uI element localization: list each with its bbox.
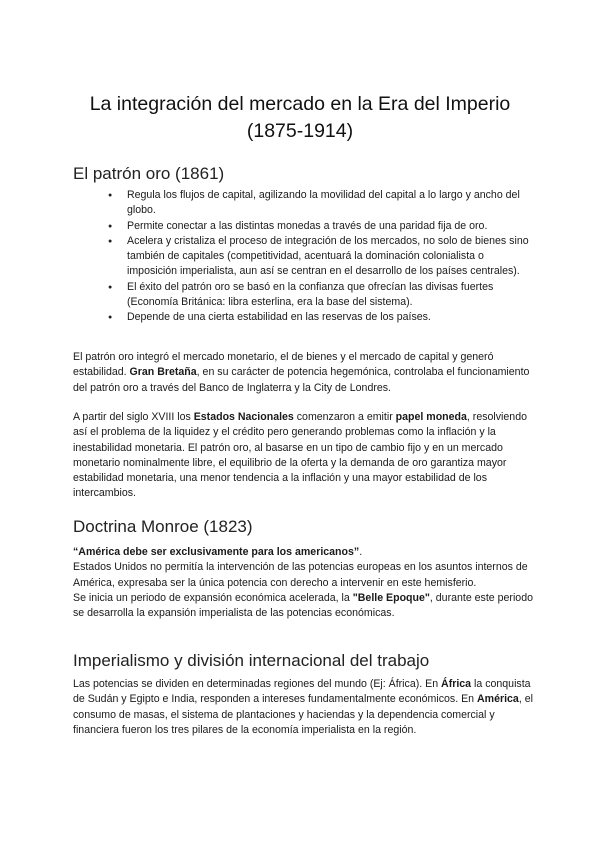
text-run: comenzaron a emitir <box>293 411 396 423</box>
list-item: ● Depende de una cierta estabilidad en las reservas de los países. <box>73 310 533 325</box>
text-run: , durante este periodo se desarrolla la expansión imperialista de las potencias económicas. <box>73 591 533 620</box>
title-line-2: (1875-1914) <box>246 120 354 142</box>
bold-text-belle-epoque: "Belle Epoque" <box>352 591 430 604</box>
section-heading-monroe-doctrine: Doctrina Monroe (1823) <box>73 517 253 536</box>
list-item: ● Regula los flujos de capital, agilizando la movilidad del capital a lo largo y ancho del globo. <box>73 188 533 219</box>
text-run: , el consumo de masas, el sistema de plantaciones y haciendas y la dependencia comercial y financiera fueron los tres pilares de la economía imperialista en la región. <box>73 693 533 736</box>
bold-text-africa: África <box>441 678 472 690</box>
list-item: ● El éxito del patrón oro se basó en la confianza que ofrecían las divisas fuertes (Economía Británica: libra esterlina, era la base del sistema). <box>73 280 533 311</box>
text-run: Estados Unidos no permitía la intervención de las potencias europeas en los asuntos internos de América, expresaba ser la única potencia con derecho a intervenir en este hemisferio. <box>73 561 528 589</box>
page-title <box>0 91 600 145</box>
imperialism-paragraph <box>73 677 533 738</box>
title-line-1: La integración del mercado en la Era del Imperio <box>89 93 511 115</box>
text-run: Las potencias se dividen en determinadas regiones del mundo (Ej: África). En <box>73 678 442 690</box>
gold-standard-bullet-list <box>73 188 533 326</box>
text-run: la conquista de Sudán y Egipto e India, responden a intereses fundamentalmente económicos. En <box>73 678 531 706</box>
section-heading-imperialism: Imperialismo y división internacional del trabajo <box>73 651 430 670</box>
text-run: A partir del siglo XVIII los <box>73 411 194 423</box>
monroe-paragraph <box>73 545 533 621</box>
text-run: . <box>359 546 363 558</box>
list-item: ● Permite conectar a las distintas monedas a través de una paridad fija de oro. <box>73 219 533 234</box>
bold-text-america: América <box>477 693 519 706</box>
text-run: Se inicia un periodo de expansión económica acelerada, la <box>73 591 353 604</box>
text-run: , resolviendo así el problema de la liquidez y el crédito pero generando problemas como la inflación y la inestabilidad monetaria. El patrón oro, al basarse en un tipo de cambio fijo y en un mercado monetario nominalmente libre, el equilibrio de la oferta y la demanda de oro garantiza mayor estabilidad monetaria, una menor tendencia a la inflación y una mayor estabilidad de los intercambios. <box>73 411 527 500</box>
text-run: , en su carácter de potencia hegemónica, controlaba el funcionamiento del patrón oro a través del Banco de Inglaterra y la City de Londres. <box>73 366 530 394</box>
gold-standard-paragraph-1 <box>73 350 533 396</box>
bold-text-gran-bretana: Gran Bretaña <box>129 366 197 379</box>
bold-text-papel-moneda: papel moneda <box>395 411 467 423</box>
text-run: El patrón oro integró el mercado monetario, el de bienes y el mercado de capital y generó estabilidad. <box>73 351 494 379</box>
bold-text-estados-nacionales: Estados Nacionales <box>193 411 294 423</box>
list-item: ● Acelera y cristaliza el proceso de integración de los mercados, no solo de bienes sino también de capitales (competitividad, acentuará la dominación colonialista o imposición imperialista, aun así se centran en el desarrollo de los países centrales). <box>73 234 533 280</box>
bold-quote: “América debe ser exclusivamente para los americanos” <box>73 546 360 558</box>
section-heading-gold-standard: El patrón oro (1861) <box>73 164 225 183</box>
gold-standard-paragraph-2 <box>73 410 533 502</box>
